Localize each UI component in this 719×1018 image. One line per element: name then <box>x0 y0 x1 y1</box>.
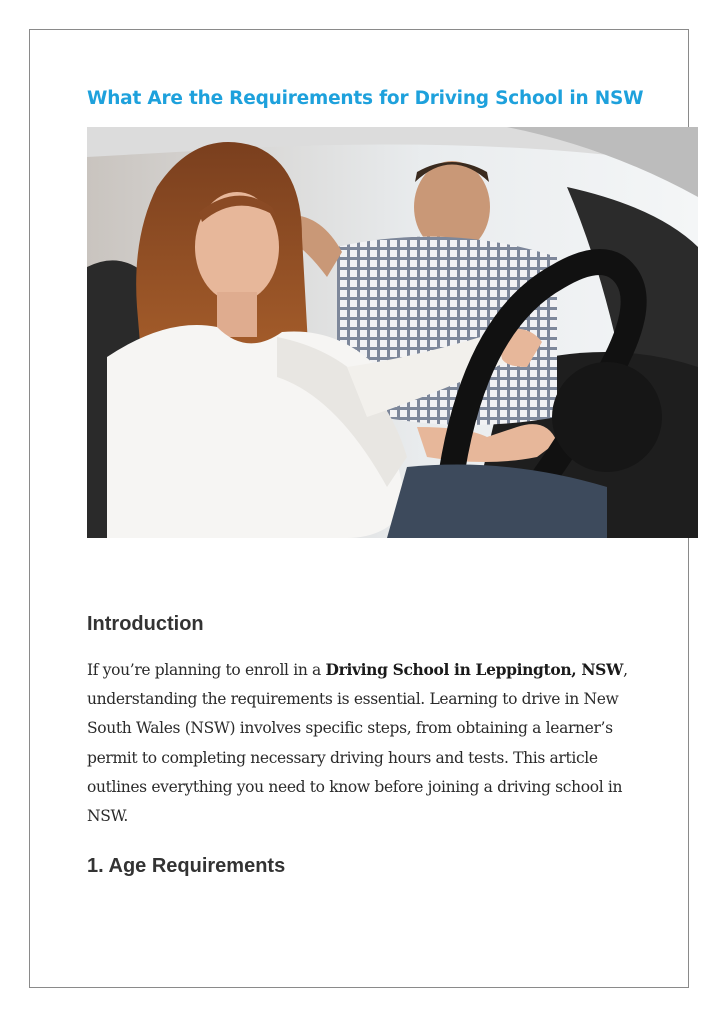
introduction-heading: Introduction <box>87 613 204 635</box>
hero-photo <box>87 127 698 538</box>
age-requirements-heading: 1. Age Requirements <box>87 855 286 877</box>
intro-text-start: If you’re planning to enroll in a <box>87 661 326 679</box>
intro-bold-location: Driving School in Leppington, NSW <box>325 660 624 679</box>
photo-woman-driving-icon <box>87 127 698 538</box>
document-title: What Are the Requirements for Driving School in NSW <box>87 88 644 109</box>
introduction-paragraph <box>87 655 647 831</box>
intro-text-rest: , understanding the requirements is essential. Learning to drive in New South Wales (NSW) involves specific steps, from obtaining a learner’s permit to completing necessary driving hours and tests. This article outlines everything you need to know before joining a driving school in NSW. <box>87 661 628 826</box>
